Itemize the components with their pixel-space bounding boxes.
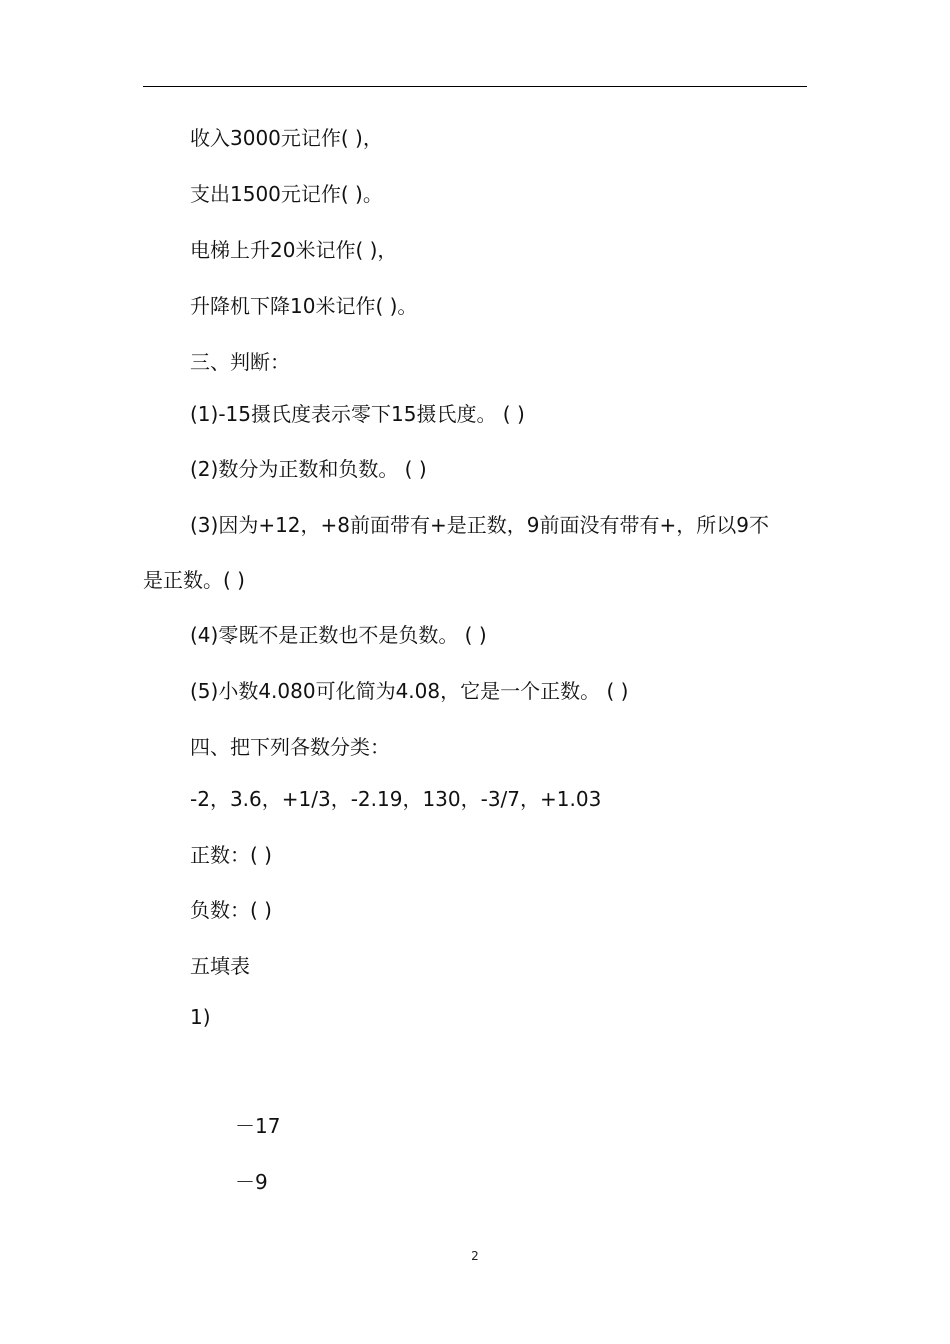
table-cell: －17	[235, 1114, 281, 1138]
text-line: 负数：( )	[190, 898, 272, 922]
question-item-continuation: 是正数。( )	[143, 568, 245, 592]
question-item: (4)零既不是正数也不是负数。 ( )	[190, 623, 487, 647]
question-item: (3)因为+12，+8前面带有+是正数，9前面没有带有+，所以9不	[190, 513, 769, 537]
question-item: (2)数分为正数和负数。 ( )	[190, 457, 427, 481]
table-cell: －9	[235, 1170, 268, 1194]
text-line: 升降机下降10米记作( )。	[190, 294, 418, 318]
number-list: -2，3.6，+1/3，-2.19，130，-3/7，+1.03	[190, 787, 602, 811]
header-rule	[143, 86, 807, 87]
text-line: 电梯上升20米记作( )，	[190, 238, 398, 262]
text-line: 1)	[190, 1005, 211, 1029]
text-line: 正数：( )	[190, 843, 272, 867]
page-number: 2	[471, 1249, 479, 1263]
section-heading: 三、判断：	[190, 350, 290, 374]
question-item: (1)-15摄氏度表示零下15摄氏度。 ( )	[190, 402, 525, 426]
question-item: (5)小数4.080可化简为4.08，它是一个正数。 ( )	[190, 679, 629, 703]
section-heading: 四、把下列各数分类：	[190, 735, 390, 759]
text-line: 支出1500元记作( )。	[190, 182, 383, 206]
text-line: 收入3000元记作( )，	[190, 126, 383, 150]
section-heading: 五填表	[190, 954, 250, 978]
